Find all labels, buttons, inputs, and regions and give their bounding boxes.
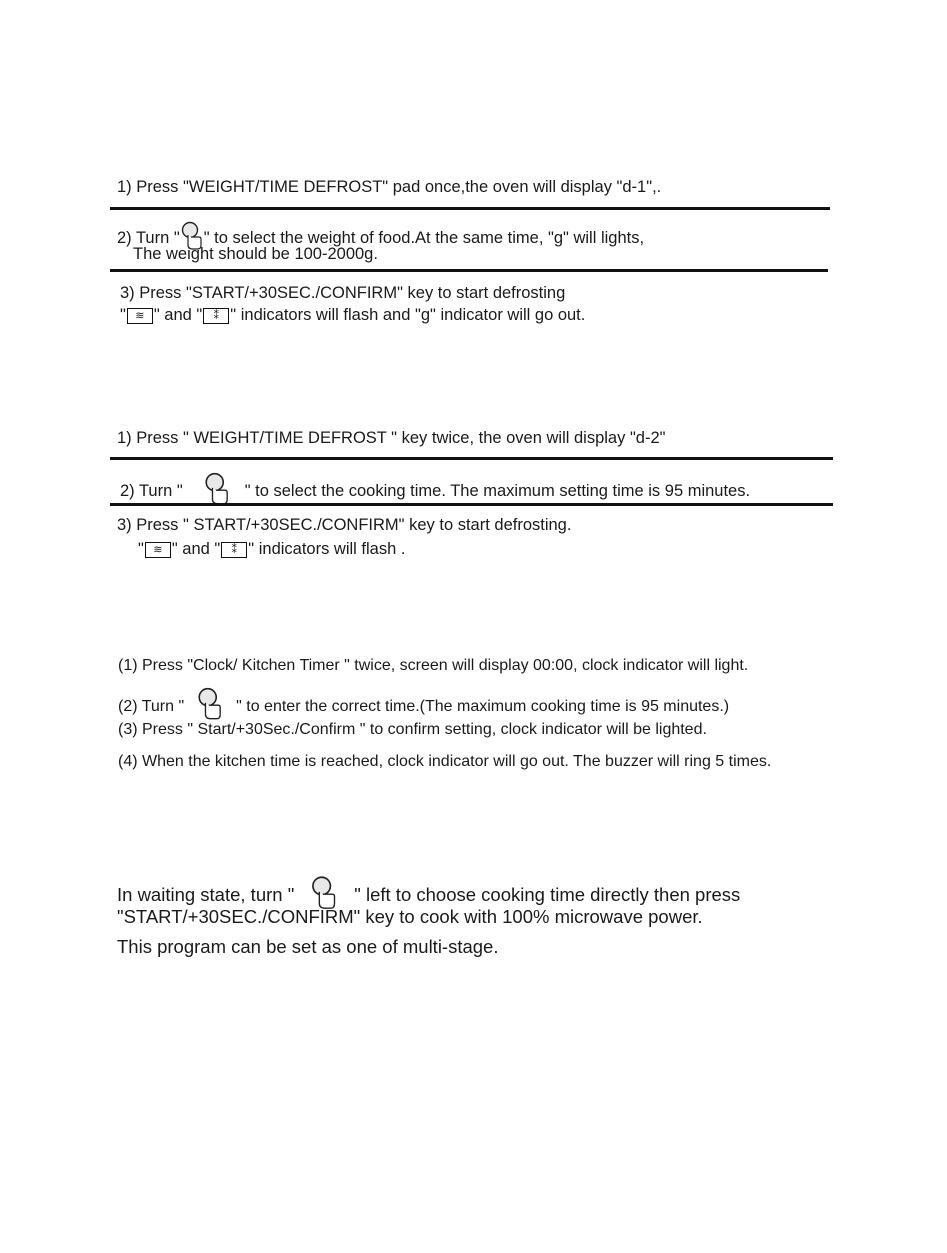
defrost-indicator-icon: ⁑ [221,542,247,558]
step-text: " to select the cooking time. The maximum setting time is 95 minutes. [244,481,751,500]
time-defrost-step-3: 3) Press " START/+30SEC./CONFIRM" key to start defrosting. [117,516,572,534]
quick-start-line-2: "START/+30SEC./CONFIRM" key to cook with 100% microwave power. [117,906,703,927]
kitchen-timer-step-1: (1) Press "Clock/ Kitchen Timer " twice, screen will display 00:00, clock indicator will light. [118,657,749,674]
weight-defrost-step-1: 1) Press "WEIGHT/TIME DEFROST" pad once,the oven will display "d-1",. [117,178,662,196]
step-text: (2) Turn " [118,698,185,716]
step-text: " indicators will flash . [248,540,406,558]
step-text: " to select the weight of food.At the same time, "g" will lights, [203,228,645,247]
step-text: " to enter the correct time.(The maximum cooking time is 95 minutes.) [236,698,730,716]
microwave-indicator-icon: ≋ [145,542,171,558]
step-text: In waiting state, turn " [117,883,295,905]
weight-defrost-range: The weight should be 100-2000g. [133,245,378,263]
quick-start-line-3: This program can be set as one of multi-stage. [117,936,499,957]
divider [110,269,828,272]
weight-defrost-indicators [120,305,585,325]
quote: " and " [171,540,221,558]
quote: " [138,540,144,558]
defrost-indicator-icon: ⁑ [203,308,229,324]
step-text: 2) Turn " [120,481,183,500]
weight-defrost-step-3: 3) Press "START/+30SEC./CONFIRM" key to start defrosting [120,284,566,302]
microwave-indicator-icon: ≋ [127,308,153,324]
step-text: 2) Turn " [117,228,180,247]
quote: " and " [153,306,203,324]
step-text: " left to choose cooking time directly then press [354,883,741,905]
divider [110,503,833,506]
quote: " [120,306,126,324]
divider [110,457,833,460]
time-defrost-step-1: 1) Press " WEIGHT/TIME DEFROST " key twice, the oven will display "d-2" [117,429,666,447]
time-defrost-indicators [138,539,405,559]
step-text: " indicators will flash and "g" indicator will go out. [230,306,586,324]
divider [110,207,830,210]
kitchen-timer-step-4: (4) When the kitchen time is reached, clock indicator will go out. The buzzer will ring 5 times. [118,753,772,770]
kitchen-timer-step-3: (3) Press " Start/+30Sec./Confirm " to confirm setting, clock indicator will be lighted. [118,721,707,738]
